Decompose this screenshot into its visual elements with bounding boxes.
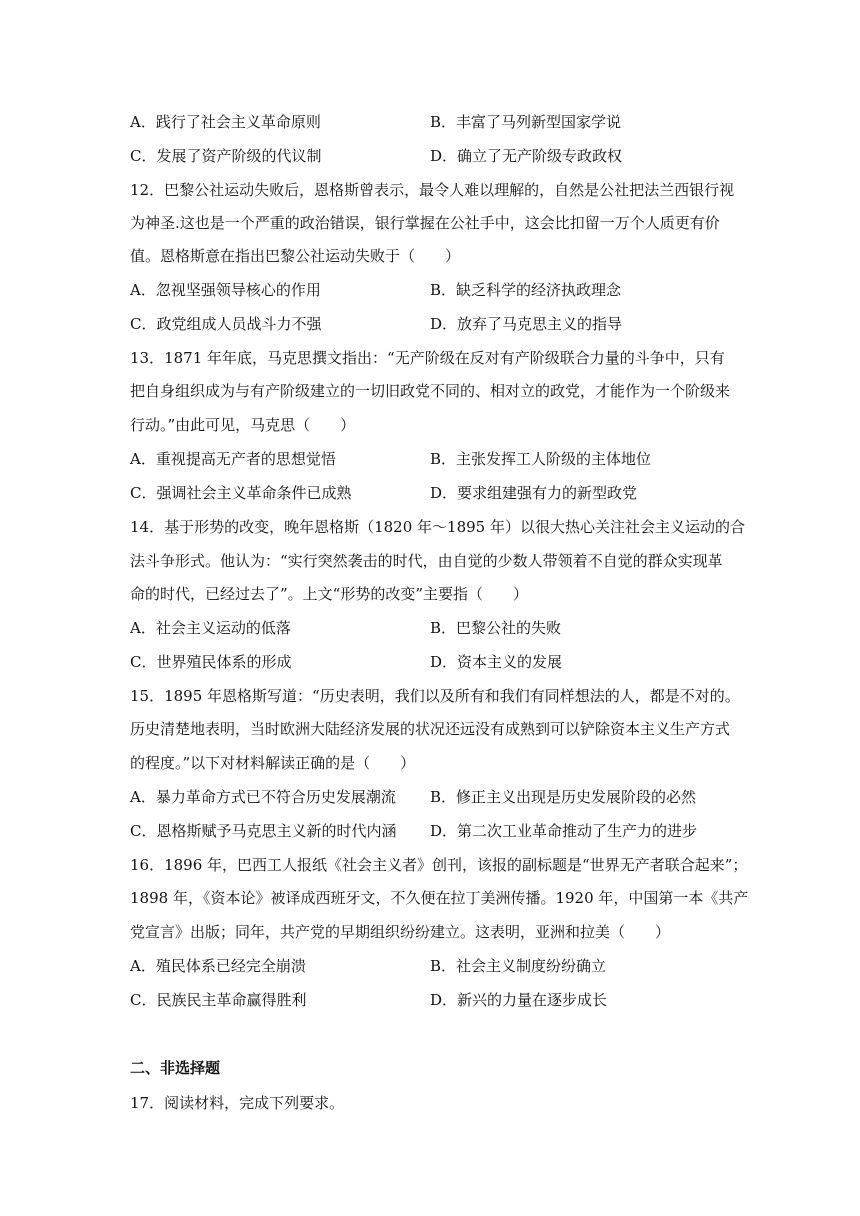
q12-option-d: D．放弃了马克思主义的指导: [430, 315, 623, 333]
q17-stem: 17．阅读材料，完成下列要求。: [130, 1094, 345, 1112]
q12-stem-line-2: 为神圣.这也是一个严重的政治错误，银行掌握在公社手中，这会比扣留一万个人质更有价: [130, 214, 720, 232]
q12-stem-line-1: 12．巴黎公社运动失败后，恩格斯曾表示，最令人难以理解的，自然是公社把法兰西银行视: [130, 181, 735, 199]
q16-stem-line-1: 16．1896 年，巴西工人报纸《社会主义者》创刊，该报的副标题是“世界无产者联合起来”；: [130, 856, 748, 874]
q11-option-c: C．发展了资产阶级的代议制: [130, 147, 322, 165]
q12-stem-line-3: 值。恩格斯意在指出巴黎公社运动失败于（ ）: [130, 247, 461, 265]
q11-option-b: B．丰富了马列新型国家学说: [430, 113, 622, 131]
q14-stem-line-1: 14．基于形势的改变，晚年恩格斯（1820 年～1895 年）以很大热心关注社会主义运动的合: [130, 518, 745, 536]
q11-option-d: D．确立了无产阶级专政政权: [430, 147, 623, 165]
q15-stem-line-2: 历史清楚地表明，当时欧洲大陆经济发展的状况还远没有成熟到可以铲除资本主义生产方式: [130, 720, 731, 738]
q14-stem-line-2: 法斗争形式。他认为：“实行突然袭击的时代，由自觉的少数人带领着不自觉的群众实现革: [130, 552, 723, 570]
q13-stem-line-1: 13．1871 年年底，马克思撰文指出：“无产阶级在反对有产阶级联合力量的斗争中，只有: [130, 349, 725, 367]
q16-option-c: C．民族民主革命赢得胜利: [130, 991, 307, 1009]
q16-option-a: A．殖民体系已经完全崩溃: [130, 957, 306, 975]
q15-option-a: A．暴力革命方式已不符合历史发展潮流: [130, 788, 396, 806]
q13-stem-line-2: 把自身组织成为与有产阶级建立的一切旧政党不同的、相对立的政党，才能作为一个阶级来: [130, 382, 731, 400]
q12-option-a: A．忽视坚强领导核心的作用: [130, 281, 321, 299]
q14-option-d: D．资本主义的发展: [430, 653, 563, 671]
q15-stem-line-1: 15．1895 年恩格斯写道：“历史表明，我们以及所有和我们有同样想法的人，都是不对的。: [130, 687, 740, 705]
q12-option-c: C．政党组成人员战斗力不强: [130, 315, 322, 333]
q16-option-b: B．社会主义制度纷纷确立: [430, 957, 607, 975]
q15-stem-line-3: 的程度。”以下对材料解读正确的是（ ）: [130, 754, 416, 772]
q13-option-a: A．重视提高无产者的思想觉悟: [130, 450, 336, 468]
q16-option-d: D．新兴的力量在逐步成长: [430, 991, 608, 1009]
q13-stem-line-3: 行动。”由此可见，马克思（ ）: [130, 416, 356, 434]
q13-option-c: C．强调社会主义革命条件已成熟: [130, 484, 352, 502]
q15-option-c: C．恩格斯赋予马克思主义新的时代内涵: [130, 822, 397, 840]
q12-option-b: B．缺乏科学的经济执政理念: [430, 281, 622, 299]
q15-option-b: B．修正主义出现是历史发展阶段的必然: [430, 788, 697, 806]
q14-stem-line-3: 命的时代，已经过去了”。上文“形势的改变”主要指（ ）: [130, 585, 529, 603]
section-heading: 二、非选择题: [130, 1059, 221, 1077]
q14-option-b: B．巴黎公社的失败: [430, 619, 562, 637]
q11-option-a: A．践行了社会主义革命原则: [130, 113, 321, 131]
q15-option-d: D．第二次工业革命推动了生产力的进步: [430, 822, 698, 840]
q13-option-d: D．要求组建强有力的新型政党: [430, 484, 638, 502]
q13-option-b: B．主张发挥工人阶级的主体地位: [430, 450, 652, 468]
q14-option-c: C．世界殖民体系的形成: [130, 653, 292, 671]
q16-stem-line-2: 1898 年，《资本论》被译成西班牙文，不久便在拉丁美洲传播。1920 年，中国第一本《共产: [130, 889, 749, 907]
q16-stem-line-3: 党宣言》出版；同年，共产党的早期组织纷纷建立。这表明，亚洲和拉美（ ）: [130, 923, 671, 941]
q14-option-a: A．社会主义运动的低落: [130, 619, 291, 637]
